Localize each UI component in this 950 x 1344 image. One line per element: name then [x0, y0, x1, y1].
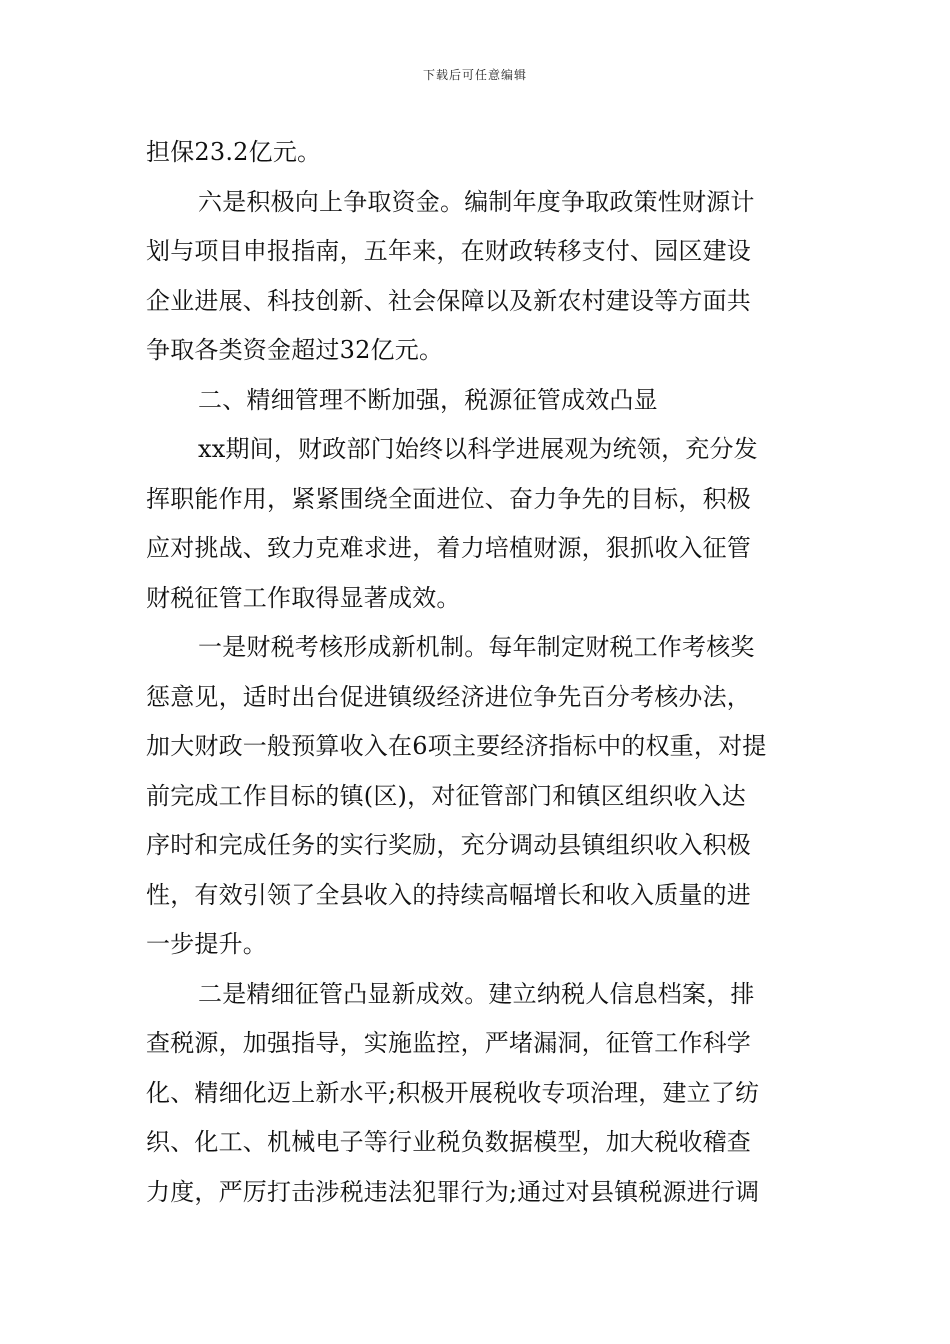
text-line: 二、精细管理不断加强，税源征管成效凸显: [198, 385, 658, 414]
text-line: 惩意见，适时出台促进镇级经济进位争先百分考核办法，: [146, 682, 751, 711]
text-line: 前完成工作目标的镇(区)，对征管部门和镇区组织收入达: [146, 781, 746, 810]
text-line: 担保23.2亿元。: [146, 138, 322, 166]
page-header: 下载后可任意编辑: [422, 68, 527, 82]
text-line: 划与项目申报指南，五年来，在财政转移支付、园区建设: [146, 237, 751, 265]
text-line: 织、化工、机械电子等行业税负数据模型，加大税收稽查: [146, 1128, 751, 1156]
text-line: 力度，严厉打击涉税违法犯罪行为;通过对县镇税源进行调: [146, 1177, 760, 1206]
text-line: 六是积极向上争取资金。编制年度争取政策性财源计: [198, 187, 755, 216]
text-line: xx期间，财政部门始终以科学进展观为统领，充分发: [198, 435, 758, 463]
text-line: 财税征管工作取得显著成效。: [146, 583, 461, 612]
text-line: 二是精细征管凸显新成效。建立纳税人信息档案，排: [198, 979, 755, 1008]
document-body: [146, 128, 808, 1217]
text-line: 序时和完成任务的实行奖励，充分调动县镇组织收入积极: [146, 831, 751, 859]
text-line: 挥职能作用，紧紧围绕全面进位、奋力争先的目标，积极: [146, 484, 751, 513]
text-line: 化、精细化迈上新水平;积极开展税收专项治理，建立了纺: [146, 1078, 760, 1107]
text-line: 查税源，加强指导，实施监控，严堵漏洞，征管工作科学: [146, 1029, 751, 1057]
text-line: 一步提升。: [146, 930, 267, 958]
text-line: 企业进展、科技创新、社会保障以及新农村建设等方面共: [146, 286, 751, 315]
text-line: 争取各类资金超过32亿元。: [146, 336, 444, 364]
text-line: 一是财税考核形成新机制。每年制定财税工作考核奖: [198, 633, 755, 661]
text-line: 应对挑战、致力克难求进，着力培植财源，狠抓收入征管: [146, 534, 751, 562]
text-line: 性，有效引领了全县收入的持续高幅增长和收入质量的进: [146, 880, 751, 909]
text-line: 加大财政一般预算收入在6项主要经济指标中的权重，对提: [146, 732, 767, 760]
